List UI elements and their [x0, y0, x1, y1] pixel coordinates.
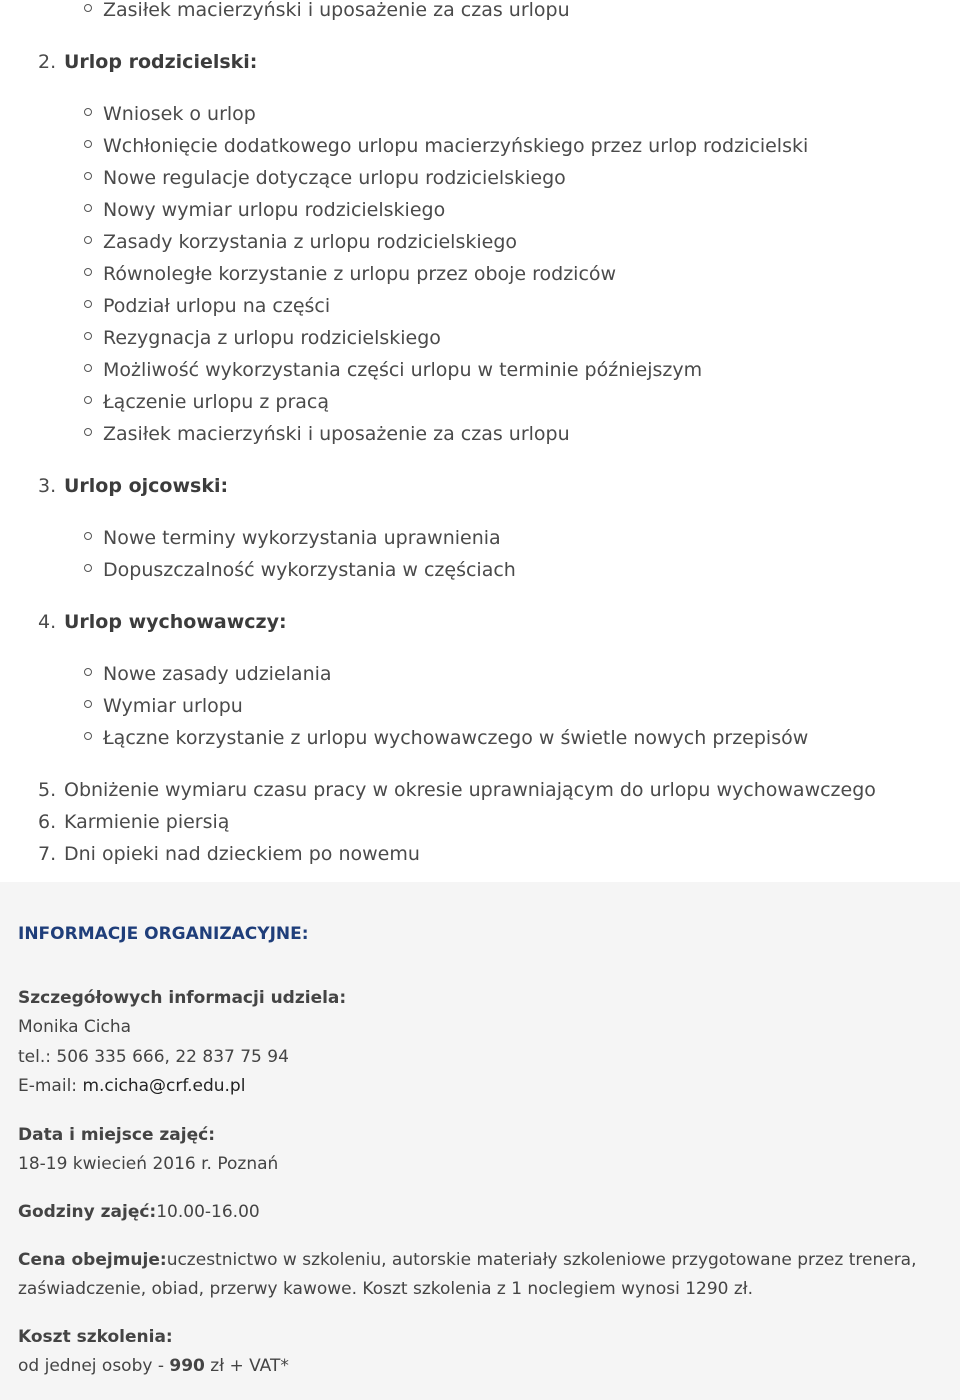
list-item	[103, 102, 256, 126]
circle-bullet-icon	[84, 204, 92, 212]
list-item	[103, 526, 501, 550]
circle-bullet-icon	[84, 236, 92, 244]
list-item	[103, 166, 566, 190]
item-text: Dni opieki nad dzieckiem po nowemu	[64, 843, 420, 865]
section-number: 4.	[38, 611, 57, 633]
item-text: Zasiłek macierzyński i uposażenie za czas urlopu	[103, 0, 570, 21]
section-number: 6.	[38, 811, 57, 833]
date-label: Data i miejsce zajęć:	[18, 1125, 215, 1145]
list-item	[103, 134, 808, 158]
list-item	[103, 230, 517, 254]
circle-bullet-icon	[84, 396, 92, 404]
date-value: 18-19 kwiecień 2016 r. Poznań	[18, 1154, 279, 1174]
item-text: Podział urlopu na części	[103, 295, 331, 317]
item-text: Możliwość wykorzystania części urlopu w terminie późniejszym	[103, 359, 703, 381]
item-text: Łączne korzystanie z urlopu wychowawczego w świetle nowych przepisów	[103, 727, 809, 749]
numbered-item	[38, 810, 229, 834]
contact-name: Monika Cicha	[18, 1017, 132, 1037]
contact-phone: tel.: 506 335 666, 22 837 75 94	[18, 1047, 289, 1067]
circle-bullet-icon	[84, 332, 92, 340]
item-text: Wymiar urlopu	[103, 695, 243, 717]
list-item	[103, 198, 445, 222]
price-line-1	[18, 1249, 917, 1271]
item-text: Karmienie piersią	[64, 811, 230, 833]
circle-bullet-icon	[84, 532, 92, 540]
item-text: Nowe zasady udzielania	[103, 663, 332, 685]
section-title: Urlop rodzicielski:	[64, 51, 258, 73]
price-text: uczestnictwo w szkoleniu, autorskie materiały szkoleniowe przygotowane przez trenera,	[166, 1250, 917, 1270]
circle-bullet-icon	[84, 300, 92, 308]
price-line-2: zaświadczenie, obiad, przerwy kawowe. Koszt szkolenia z 1 noclegiem wynosi 1290 zł.	[18, 1279, 754, 1299]
item-text: Nowe terminy wykorzystania uprawnienia	[103, 527, 501, 549]
email-label: E-mail:	[18, 1076, 83, 1096]
list-item	[103, 726, 808, 750]
cost-amount: 990	[169, 1356, 205, 1376]
item-text: Zasady korzystania z urlopu rodzicielskiego	[103, 231, 518, 253]
cost-label: Koszt szkolenia:	[18, 1327, 173, 1347]
list-item	[103, 390, 329, 414]
hours-label: Godziny zajęć:	[18, 1202, 157, 1222]
item-text: Dopuszczalność wykorzystania w częściach	[103, 559, 516, 581]
circle-bullet-icon	[84, 268, 92, 276]
hours-value: 10.00-16.00	[156, 1202, 260, 1222]
circle-bullet-icon	[84, 172, 92, 180]
section-number: 3.	[38, 475, 57, 497]
list-item	[103, 694, 243, 718]
circle-bullet-icon	[84, 700, 92, 708]
section-heading	[38, 610, 287, 634]
circle-bullet-icon	[84, 364, 92, 372]
section-number: 2.	[38, 51, 57, 73]
cost-prefix: od jednej osoby -	[18, 1356, 170, 1376]
item-text: Wniosek o urlop	[103, 103, 256, 125]
list-item	[103, 662, 332, 686]
section-heading	[38, 474, 228, 498]
section-title: Urlop ojcowski:	[64, 475, 229, 497]
list-item	[103, 358, 702, 382]
circle-bullet-icon	[84, 108, 92, 116]
list-item	[103, 326, 441, 350]
hours-line	[18, 1201, 260, 1223]
organizational-info-panel	[0, 882, 960, 1400]
circle-bullet-icon	[84, 668, 92, 676]
list-item	[103, 422, 570, 446]
item-text: Równoległe korzystanie z urlopu przez oboje rodziców	[103, 263, 617, 285]
item-text: Nowy wymiar urlopu rodzicielskiego	[103, 199, 446, 221]
list-item	[103, 294, 330, 318]
item-text: Wchłonięcie dodatkowego urlopu macierzyńskiego przez urlop rodzicielski	[103, 135, 809, 157]
numbered-item	[38, 778, 876, 802]
list-item	[103, 558, 516, 582]
list-item	[103, 262, 616, 286]
item-text: Łączenie urlopu z pracą	[103, 391, 329, 413]
circle-bullet-icon	[84, 140, 92, 148]
price-label: Cena obejmuje:	[18, 1250, 167, 1270]
circle-bullet-icon	[84, 428, 92, 436]
item-text: Zasiłek macierzyński i uposażenie za czas urlopu	[103, 423, 570, 445]
contact-email-line	[18, 1075, 245, 1097]
section-number: 5.	[38, 779, 57, 801]
contact-label: Szczegółowych informacji udziela:	[18, 988, 347, 1008]
numbered-item	[38, 842, 420, 866]
cost-suffix: zł + VAT*	[204, 1356, 289, 1376]
item-text: Obniżenie wymiaru czasu pracy w okresie uprawniającym do urlopu wychowawczego	[64, 779, 876, 801]
section-heading	[38, 50, 257, 74]
info-heading: INFORMACJE ORGANIZACYJNE:	[18, 924, 309, 944]
email-link[interactable]: m.cicha@crf.edu.pl	[82, 1076, 246, 1096]
circle-bullet-icon	[84, 732, 92, 740]
section-number: 7.	[38, 843, 57, 865]
circle-bullet-icon	[84, 4, 92, 12]
section-title: Urlop wychowawczy:	[64, 611, 287, 633]
cost-line	[18, 1355, 289, 1377]
item-text: Rezygnacja z urlopu rodzicielskiego	[103, 327, 441, 349]
list-item	[103, 0, 570, 22]
circle-bullet-icon	[84, 564, 92, 572]
item-text: Nowe regulacje dotyczące urlopu rodzicielskiego	[103, 167, 566, 189]
